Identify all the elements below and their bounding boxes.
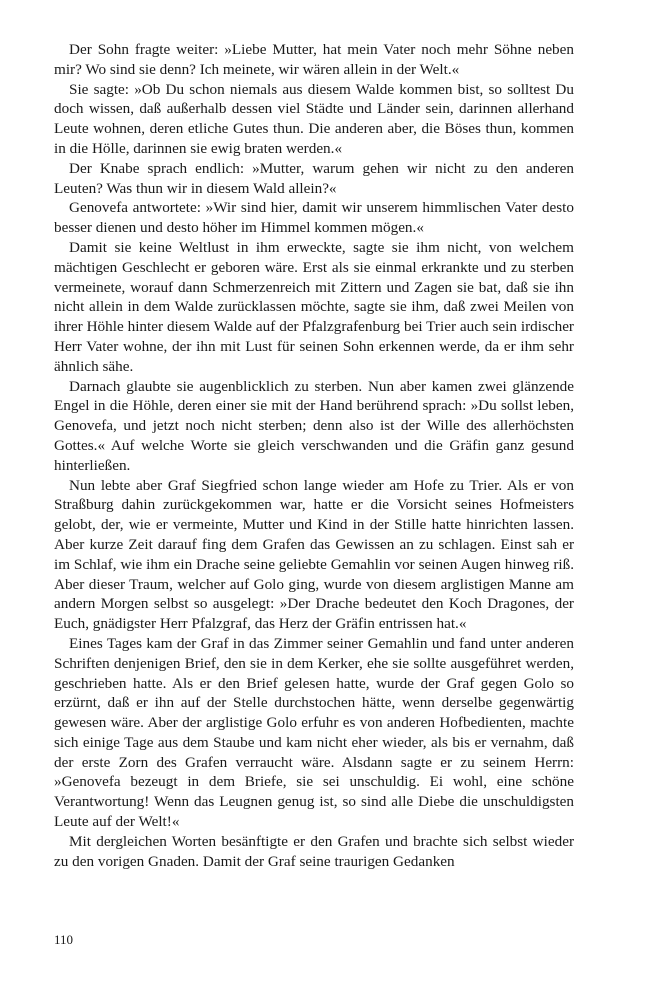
paragraph-9: Mit dergleichen Worten besänftigte er den Grafen und brachte sich selbst wieder zu den vorigen Gnaden. Damit der Graf seine traurigen Gedanken <box>54 832 574 870</box>
paragraph-7: Nun lebte aber Graf Siegfried schon lange wieder am Hofe zu Trier. Als er von Straßburg dahin zurückgekommen war, hatte er die Vorsicht seines Hofmeisters gelobt, der, wie er vermeinte, Mutter und Kind in der Stille hatte hinrichten lassen. Aber kurze Zeit darauf fing dem Grafen das Gewissen an zu schlagen. Einst sah er im Schlaf, wie ihm ein Drache seine geliebte Gemahlin vor seinen Augen hinweg riß. Aber dieser Traum, welcher auf Golo ging, wurde von diesem arglistigen Manne am andern Morgen selbst so ausgelegt: »Der Drache bedeutet den Koch Dragones, der Euch, gnädigster Herr Pfalzgraf, das Herz der Gräfin entrissen hat.« <box>54 476 574 633</box>
page-number: 110 <box>54 932 74 947</box>
paragraph-2: Sie sagte: »Ob Du schon niemals aus diesem Walde kommen bist, so solltest Du doch wissen, daß außerhalb dessen viel Städte und Länder sein, darinnen allerhand Leute wohnen, deren etliche Gutes thun. Die anderen aber, die Böses thun, kommen in die Hölle, darinnen sie ewig braten werden.« <box>54 80 574 157</box>
paragraph-3: Der Knabe sprach endlich: »Mutter, warum gehen wir nicht zu den anderen Leuten? Was thun wir in diesem Wald allein?« <box>54 159 574 197</box>
paragraph-5: Damit sie keine Weltlust in ihm erweckte, sagte sie ihm nicht, von welchem mächtigen Geschlecht er geboren wäre. Erst als sie einmal erkrankte und zu sterben vermeinete, worauf dann Schmerzenreich mit Zittern und Zagen sie bat, daß sie ihn nicht allein in dem Walde zurücklassen möchte, sagte sie ihm, daß zwei Meilen von ihrer Höhle hinter diesem Walde auf der Pfalzgrafenburg bei Trier auch sein irdischer Herr Vater wohne, der ihn mit Lust für seinen Sohn erkennen werde, da er ihm sehr ähnlich sähe. <box>54 238 574 375</box>
paragraph-4: Genovefa antwortete: »Wir sind hier, damit wir unserem himmlischen Vater desto besser dienen und desto höher im Himmel kommen mögen.« <box>54 199 574 237</box>
paragraph-6: Darnach glaubte sie augenblicklich zu sterben. Nun aber kamen zwei glänzende Engel in die Höhle, deren einer sie mit der Hand berührend sprach: »Du sollst leben, Genovefa, und jetzt noch nicht sterben; denn also ist der Wille des allerhöchsten Gottes.« Auf welche Worte sie gleich verschwanden und die Gräfin ganz gesund hinterließen. <box>54 377 574 474</box>
paragraph-8: Eines Tages kam der Graf in das Zimmer seiner Gemahlin und fand unter anderen Schriften denjenigen Brief, den sie in dem Kerker, ehe sie sollte ausgeführet werden, geschrieben hatte. Als er den Brief gelesen hatte, wurde der Graf gegen Golo so erzürnt, daß er ihn auf der Stelle durchstochen hätte, wenn derselbe gegenwärtig gewesen wäre. Aber der arglistige Golo erfuhr es von anderen Hofbedienten, machte sich einige Tage aus dem Staube und kam nicht eher wieder, als bis er vernahm, daß der erste Zorn des Grafen verraucht wäre. Alsdann sagte er zu seinem Herrn: »Genovefa bezeugt in dem Briefe, sie sei unschuldig. Ei wohl, eine schöne Verantwortung! Wenn das Leugnen genug ist, so sind alle Diebe die unschuldigsten Leute auf der Welt!« <box>54 634 574 831</box>
paragraph-1: Der Sohn fragte weiter: »Liebe Mutter, hat mein Vater noch mehr Söhne neben mir? Wo sind sie denn? Ich meinete, wir wären allein in der Welt.« <box>54 41 574 78</box>
page-body <box>54 40 574 871</box>
